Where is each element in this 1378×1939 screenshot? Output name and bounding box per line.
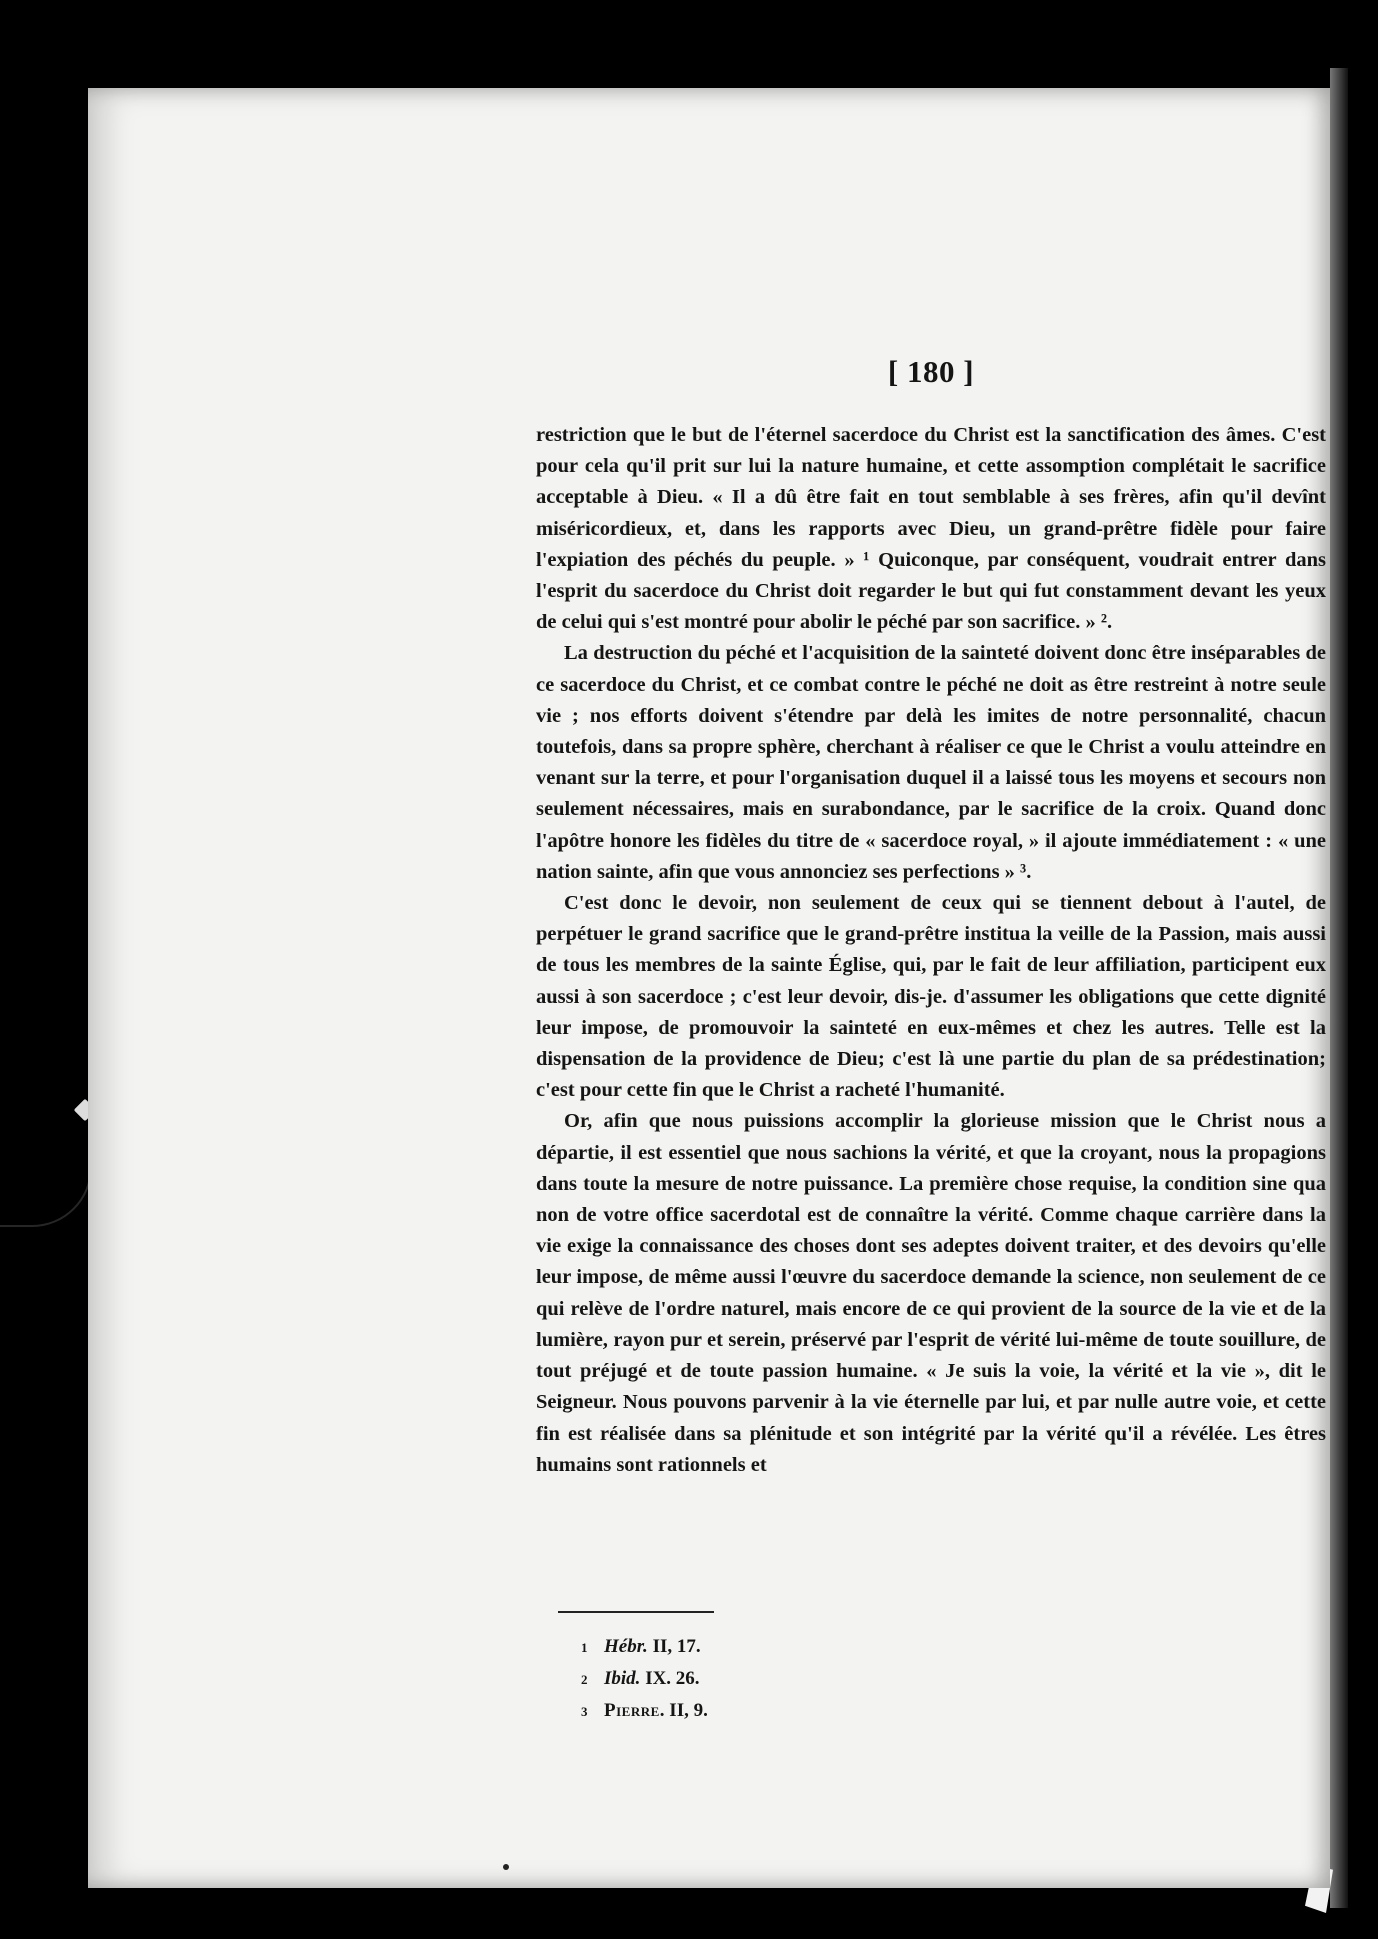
footnote-text-2: [604, 1663, 700, 1695]
footnote-reference-2: Ibid.: [604, 1668, 641, 1689]
scanned-page: [88, 88, 1330, 1888]
footnote-citation-2: IX. 26.: [640, 1668, 700, 1689]
paragraph-1: restriction que le but de l'éternel sacerdoce du Christ est la sanctification des âmes. C'est pour cela qu'il prit sur lui la nature humaine, et cette assomption complétait le sacrifice acceptable à Dieu. « Il a dû être fait en tout semblable à ses frères, afin qu'il devînt miséricordieux, et, dans les rapports avec Dieu, un grand-prêtre fidèle pour faire l'expiation des péchés du peuple. » ¹ Quiconque, par conséquent, voudrait entrer dans l'esprit du sacerdoce du Christ doit regarder le but qui fut constamment devant les yeux de celui qui s'est montré pour abolir le péché par son sacrifice. » ².: [536, 424, 1326, 634]
book-spine-shadow: [1330, 68, 1348, 1908]
footnote-1: [581, 1631, 1181, 1663]
footnote-text-1: [604, 1631, 701, 1663]
paragraph-3: C'est donc le devoir, non seulement de ceux qui se tiennent debout à l'autel, de perpétuer le grand sacrifice que le grand-prêtre institua la veille de la Passion, mais aussi de tous les membres de la sainte Église, qui, par le fait de leur affiliation, participent eux aussi à son sacerdoce ; c'est leur devoir, dis-je. d'assumer les obligations que cette dignité leur impose, de promouvoir la sainteté en eux-mêmes et chez les autres. Telle est la dispensation de la providence de Dieu; c'est là une partie du plan de sa prédestination; c'est pour cette fin que le Christ a racheté l'humanité.: [536, 892, 1326, 1102]
footnote-mark-1: 1: [581, 1640, 588, 1655]
footnote-3: [581, 1695, 1181, 1727]
footnote-citation-1: II, 17.: [647, 1636, 701, 1657]
paragraph-4: Or, afin que nous puissions accomplir la glorieuse mission que le Christ nous a départie, il est essentiel que nous sachions la vérité, et que la croyant, nous la propagions dans toute la mesure de notre puissance. La première chose requise, la condition sine qua non de votre office sacerdotal est de connaître la vérité. Comme chaque carrière dans la vie exige la connaissance des choses dont ses adeptes doivent traiter, et des devoirs qu'elle leur impose, de même aussi l'œuvre du sacerdoce demande la science, non seulement de ce qui relève de l'ordre naturel, mais encore de ce qui provient de la source de la vie et de la lumière, rayon pur et serein, préservé par l'esprit de vérité lui-même de toute souillure, de tout préjugé et de toute passion humaine. « Je suis la voie, la vérité et la vie », dit le Seigneur. Nous pouvons parvenir à la vie éternelle par lui, et par nulle autre voie, et cette fin est réalisée dans sa plénitude et son intégrité par la vérité qu'il a révélée. Les êtres humains sont rationnels et: [536, 1110, 1326, 1476]
footnotes: [581, 1631, 1181, 1727]
body-text: [536, 420, 1326, 1481]
footnote-separator: [558, 1611, 714, 1613]
footnote-reference-1: Hébr.: [604, 1636, 648, 1657]
footnote-2: [581, 1663, 1181, 1695]
ink-dot: [503, 1864, 509, 1870]
footnote-mark-3: 3: [581, 1704, 588, 1719]
footnote-mark-2: 2: [581, 1672, 588, 1687]
footnote-author-3: Pierre: [604, 1700, 660, 1721]
page-number: [ 180 ]: [887, 354, 975, 389]
footnote-text-3: [604, 1695, 708, 1727]
paragraph-2: La destruction du péché et l'acquisition de la sainteté doivent donc être inséparables de ce sacerdoce du Christ, et ce combat contre le péché ne doit as être restreint à notre seule vie ; nos efforts doivent s'étendre par delà les imites de notre personnalité, chacun toutefois, dans sa propre sphère, cherchant à réaliser ce que le Christ a voulu atteindre en venant sur la terre, et pour l'organisation duquel il a laissé tous les moyens et secours non seulement nécessaires, mais en surabondance, par le sacrifice de la croix. Quand donc l'apôtre honore les fidèles du titre de « sacerdoce royal, » il ajoute immédiatement : « une nation sainte, afin que vous annonciez ses perfections » ³.: [536, 642, 1326, 883]
footnote-citation-3: . II, 9.: [659, 1700, 708, 1721]
